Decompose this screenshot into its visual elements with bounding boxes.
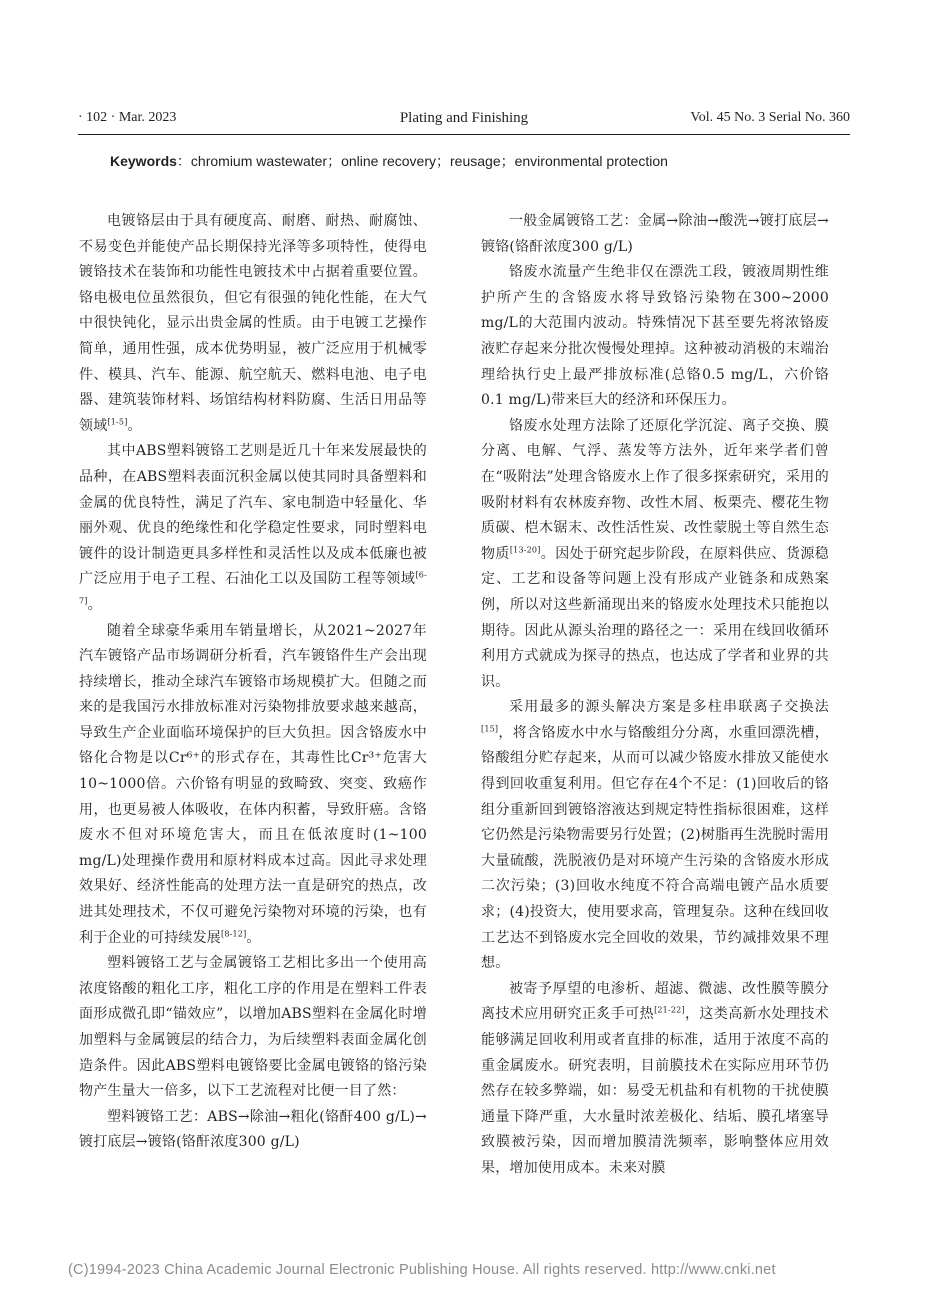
left-column (79, 209, 427, 1156)
paragraph: 铬废水流量产生绝非仅在漂洗工段，镀液周期性维护所产生的含铬废水将导致铬污染物在300~2000 mg/L的大范围内波动。特殊情况下甚至要先将浓铬废液贮存起来分批次慢慢处理掉。这种被动消极的末端治理给执行史上最严排放标准(总铬0.5 mg/L，六价铬0.1 mg/L)带来巨大的经济和环保压力。 (481, 264, 829, 409)
paragraph: 铬废水处理方法除了还原化学沉淀、离子交换、膜分离、电解、气浮、蒸发等方法外，近年来学者们曾在“吸附法”处理含铬废水上作了很多探索研究，采用的吸附材料有农林废弃物、改性木屑、板栗壳、樱花生物质碳、桤木锯末、改性活性炭、改性蒙脱土等自然生态物质[13-20]。因处于研究起步阶段，在原料供应、货源稳定、工艺和设备等问题上没有形成产业链条和成熟案例，所以对这些新涌现出来的铬废水处理技术只能抱以期待。因此从源头治理的路径之一：采用在线回收循环利用方式就成为探寻的热点，也达成了学者和业界的共识。 (481, 417, 829, 690)
volume-info: Vol. 45 No. 3 Serial No. 360 (690, 110, 850, 125)
process-flow-metal: 一般金属镀铬工艺：金属→除油→酸洗→镀打底层→镀铬(铬酐浓度300 g/L) (481, 213, 829, 255)
citation: [6-7] (79, 570, 427, 606)
paragraph: 随着全球豪华乘用车销量增长，从2021~2027年汽车镀铬产品市场调研分析看，汽车镀铬件生产会出现持续增长，推动全球汽车镀铬市场规模扩大。但随之而来的是我国污水排放标准对污染物排放要求越来越高，导致生产企业面临环境保护的巨大负担。因含铬废水中铬化合物是以Cr⁶⁺的形式存在，其毒性比Cr³⁺危害大10~1000倍。六价铬有明显的致畸致、突变、致癌作用，也更易被人体吸收，在体内积蓄，导致肝癌。含铬废水不但对环境危害大，而且在低浓度时(1~100 mg/L)处理操作费用和原材料成本过高。因此寻求处理效果好、经济性能高的处理方法一直是研究的热点，改进其处理技术，不仅可避免污染物对环境的污染，也有利于企业的可持续发展[8-12]。 (79, 622, 427, 946)
paragraph: 采用最多的源头解决方案是多柱串联离子交换法[15]，将含铬废水中水与铬酸组分分离，水重回漂洗槽，铬酸组分贮存起来，从而可以减少铬废水排放又能使水得到回收重复利用。但它存在4个不足：(1)回收后的铬组分重新回到镀铬溶液达到规定特性指标很困难，这样它仍然是污染物需要另行处置；(2)树脂再生洗脱时需用大量硫酸，洗脱液仍是对环境产生污染的含铬废水形成二次污染；(3)回收水纯度不符合高端电镀产品水质要求；(4)投资大，使用要求高，管理复杂。这种在线回收工艺达不到铬废水完全回收的效果，节约减排效果不理想。 (481, 699, 829, 972)
keywords-line (110, 151, 870, 171)
citation: [13-20] (509, 545, 541, 555)
paragraph: 电镀铬层由于具有硬度高、耐磨、耐热、耐腐蚀、不易变色并能使产品长期保持光泽等多项特性，使得电镀铬技术在装饰和功能性电镀技术中占据着重要位置。铬电极电位虽然很负，但它有很强的钝化性能，在大气中很快钝化，显示出贵金属的性质。由于电镀工艺操作简单，通用性强，成本优势明显，被广泛应用于机械零件、模具、汽车、能源、航空航天、燃料电池、电子电器、建筑装饰材料、场馆结构材料防腐、生活日用品等领域[1-5]。 (79, 213, 427, 434)
citation: [8-12] (221, 928, 247, 938)
citation: [1-5] (107, 417, 128, 427)
paragraph: 塑料镀铬工艺与金属镀铬工艺相比多出一个使用高浓度铬酸的粗化工序，粗化工序的作用是在塑料工件表面形成微孔即“锚效应”，以增加ABS塑料在金属化时增加塑料与金属镀层的结合力，为后续塑料表面金属化创造条件。因此ABS塑料电镀铬要比金属电镀铬的铬污染物产生量大一倍多，以下工艺流程对比便一目了然： (79, 955, 427, 1100)
right-column (481, 209, 829, 1182)
paragraph: 被寄予厚望的电渗析、超滤、微滤、改性膜等膜分离技术应用研究正炙手可热[21-22]，这类高新水处理技术能够满足回收利用或者直排的标准，适用于浓度不高的重金属废水。研究表明，目前膜技术在实际应用环节仍然存在较多弊端，如：易受无机盐和有机物的干扰使膜通量下降严重，大水量时浓差极化、结垢、膜孔堵塞导致膜被污染，因而增加膜清洗频率，影响整体应用效果，增加使用成本。未来对膜 (481, 980, 829, 1176)
keywords-label: Keywords (110, 153, 177, 169)
paragraph: 其中ABS塑料镀铬工艺则是近几十年来发展最快的品种，在ABS塑料表面沉积金属以使其同时具备塑料和金属的优良特性，满足了汽车、家电制造中轻量化、华丽外观、优良的绝缘性和化学稳定性要求，同时塑料电镀件的设计制造更具多样性和灵活性以及成本低廉也被广泛应用于电子工程、石油化工以及国防工程等领域[6-7]。 (79, 443, 427, 613)
citation: [15] (481, 724, 499, 734)
process-flow-plastic: 塑料镀铬工艺：ABS→除油→粗化(铬酐400 g/L)→镀打底层→镀铬(铬酐浓度300 g/L) (79, 1108, 427, 1151)
journal-title: Plating and Finishing (399, 110, 529, 126)
citation: [21-22] (654, 1005, 685, 1015)
keywords-text: ：chromium wastewater；online recovery；reusage；environmental protection (176, 153, 668, 169)
running-header (78, 110, 850, 132)
page-number-date: · 102 · Mar. 2023 (78, 110, 177, 125)
copyright-footer: (C)1994-2023 China Academic Journal Electronic Publishing House. All rights reserved. http://www.cnki.net (68, 1262, 776, 1278)
header-rule (78, 134, 850, 135)
